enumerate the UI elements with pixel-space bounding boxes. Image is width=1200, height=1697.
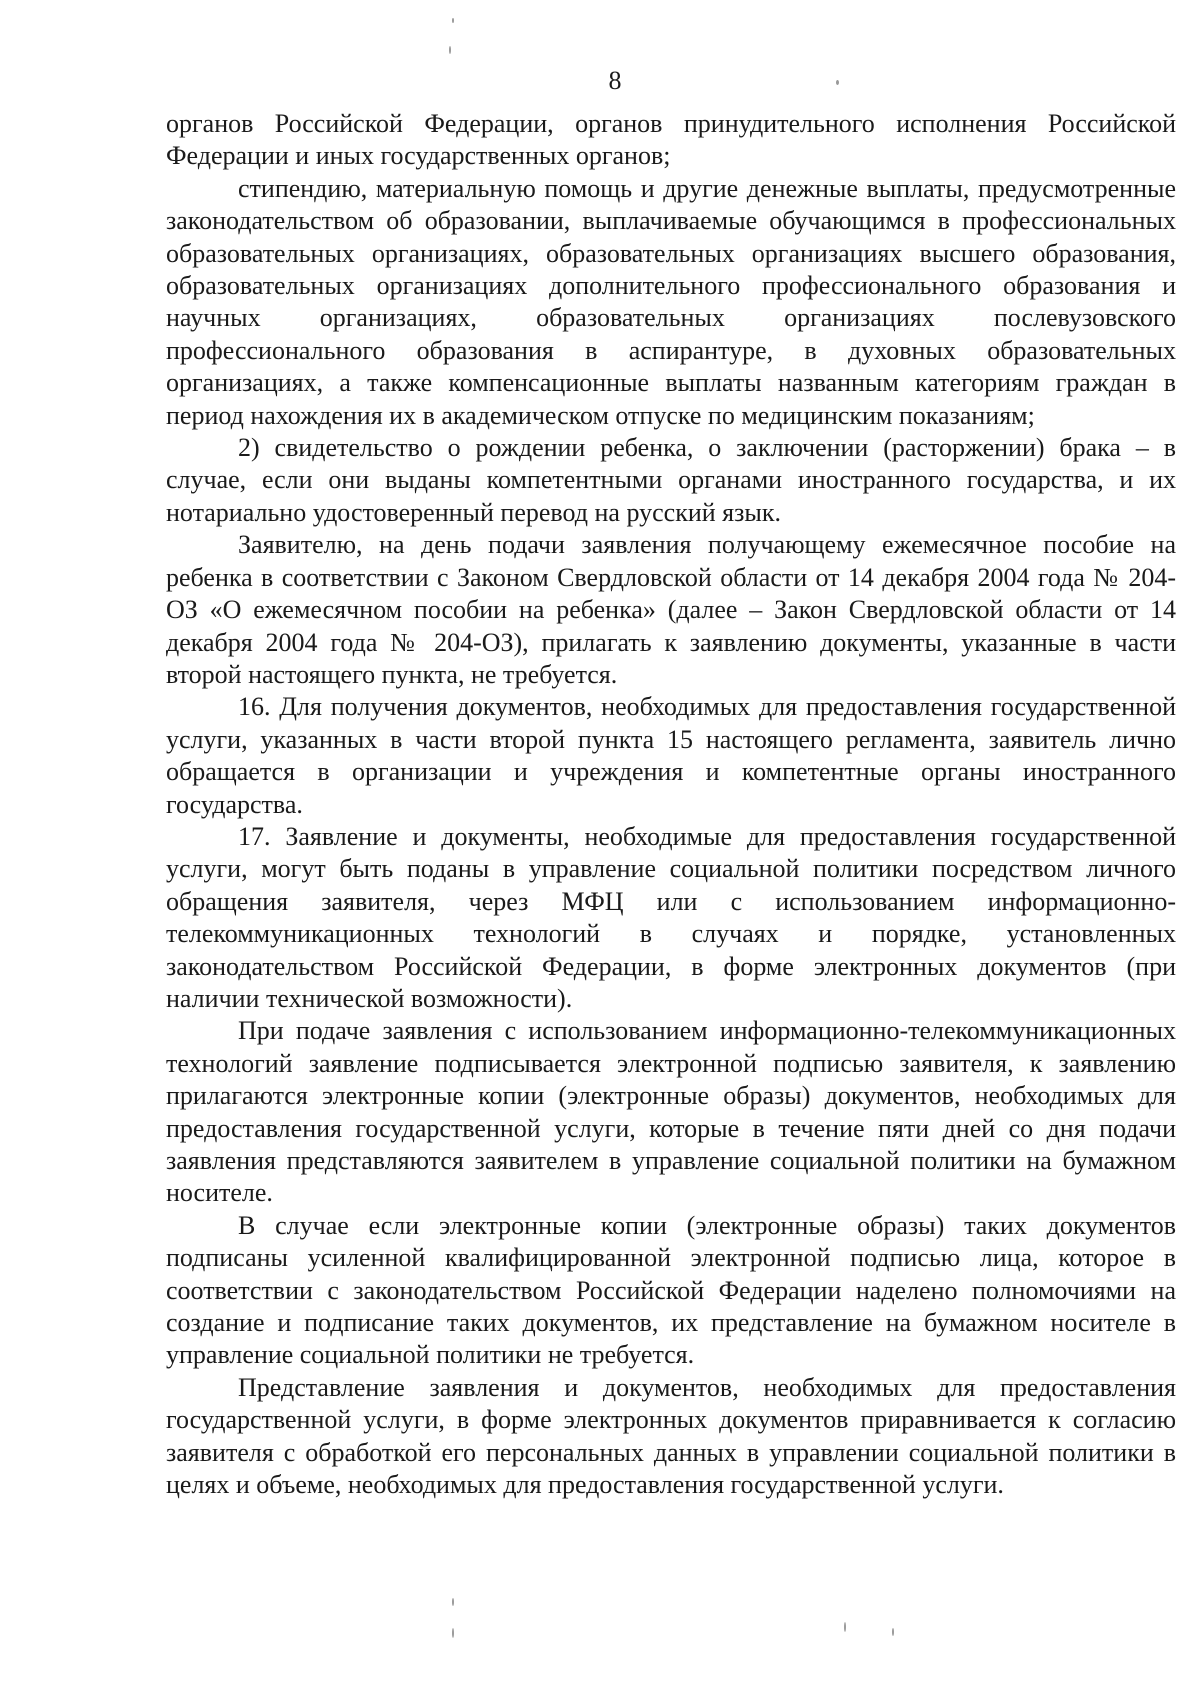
paragraph-item-2: 2) свидетельство о рождении ребенка, о заключении (расторжении) брака – в случае, если они выданы компетентными органами иностранного государства, и их нотариально удостоверенный перевод на русский язык.: [166, 433, 1176, 527]
paragraph-applicant-exemption: Заявителю, на день подачи заявления получающему ежемесячное пособие на ребенка в соответствии с Законом Свердловской области от 14 декабря 2004 года № 204-ОЗ «О ежемесячном пособии на ребенка» (далее – Закон Свердловской области от 14 декабря 2004 года № 204-ОЗ), прилагать к заявлению документы, указанные в части второй настоящего пункта, не требуется.: [166, 530, 1176, 689]
paragraph-stipend: стипендию, материальную помощь и другие денежные выплаты, предусмотренные законодательством об образовании, выплачиваемые обучающимся в профессиональных образовательных организациях, образовательных организациях высшего образования, образовательных организациях дополнительного профессионального образования и научных организациях, образовательных организациях послевузовского профессионального образования в аспирантуре, в духовных образовательных организациях, а также компенсационные выплаты названным категориям граждан в период нахождения их в академическом отпуске по медицинским показаниям;: [166, 173, 1176, 430]
scan-speck: [844, 1622, 846, 1632]
scan-speck: [892, 1628, 894, 1636]
scan-speck: [449, 46, 451, 54]
scan-speck: [836, 80, 839, 85]
scan-speck: [452, 1628, 454, 1638]
paragraph-clause-16: 16. Для получения документов, необходимых для предоставления государственной услуги, указанных в части второй пункта 15 настоящего регламента, заявитель лично обращается в организации и учреждения и компетентные органы иностранного государства.: [166, 692, 1176, 819]
paragraph-clause-17: 17. Заявление и документы, необходимые для предоставления государственной услуги, могут быть поданы в управление социальной политики посредством личного обращения заявителя, через МФЦ или с использованием информационно-телекоммуникационных технологий в случаях и порядке, установленных законодательством Российской Федерации, в форме электронных документов (при наличии технической возможности).: [166, 821, 1176, 1013]
paragraph-continuation: органов Российской Федерации, органов принудительного исполнения Российской Федерации и иных государственных органов;: [166, 109, 1176, 171]
paragraph-electronic-submission: При подаче заявления с использованием информационно-телекоммуникационных технологий заявление подписывается электронной подписью заявителя, к заявлению прилагаются электронные копии (электронные образы) документов, необходимых для предоставления государственной услуги, которые в течение пяти дней со дня подачи заявления представляются заявителем в управление социальной политики на бумажном носителе.: [166, 1016, 1176, 1208]
paragraph-consent: Представление заявления и документов, необходимых для предоставления государственной услуги, в форме электронных документов приравнивается к согласию заявителя с обработкой его персональных данных в управлении социальной политики в целях и объеме, необходимых для предоставления государственной услуги.: [166, 1372, 1176, 1500]
scan-speck: [452, 18, 454, 23]
scan-speck: [452, 1598, 454, 1606]
page-number: 8: [608, 66, 622, 95]
document-body: [166, 108, 1176, 1501]
paragraph-qualified-signature: В случае если электронные копии (электронные образы) таких документов подписаны усиленной квалифицированной электронной подписью лица, которое в соответствии с законодательством Российской Федерации наделено полномочиями на создание и подписание таких документов, их представление на бумажном носителе в управление социальной политики не требуется.: [166, 1210, 1176, 1370]
